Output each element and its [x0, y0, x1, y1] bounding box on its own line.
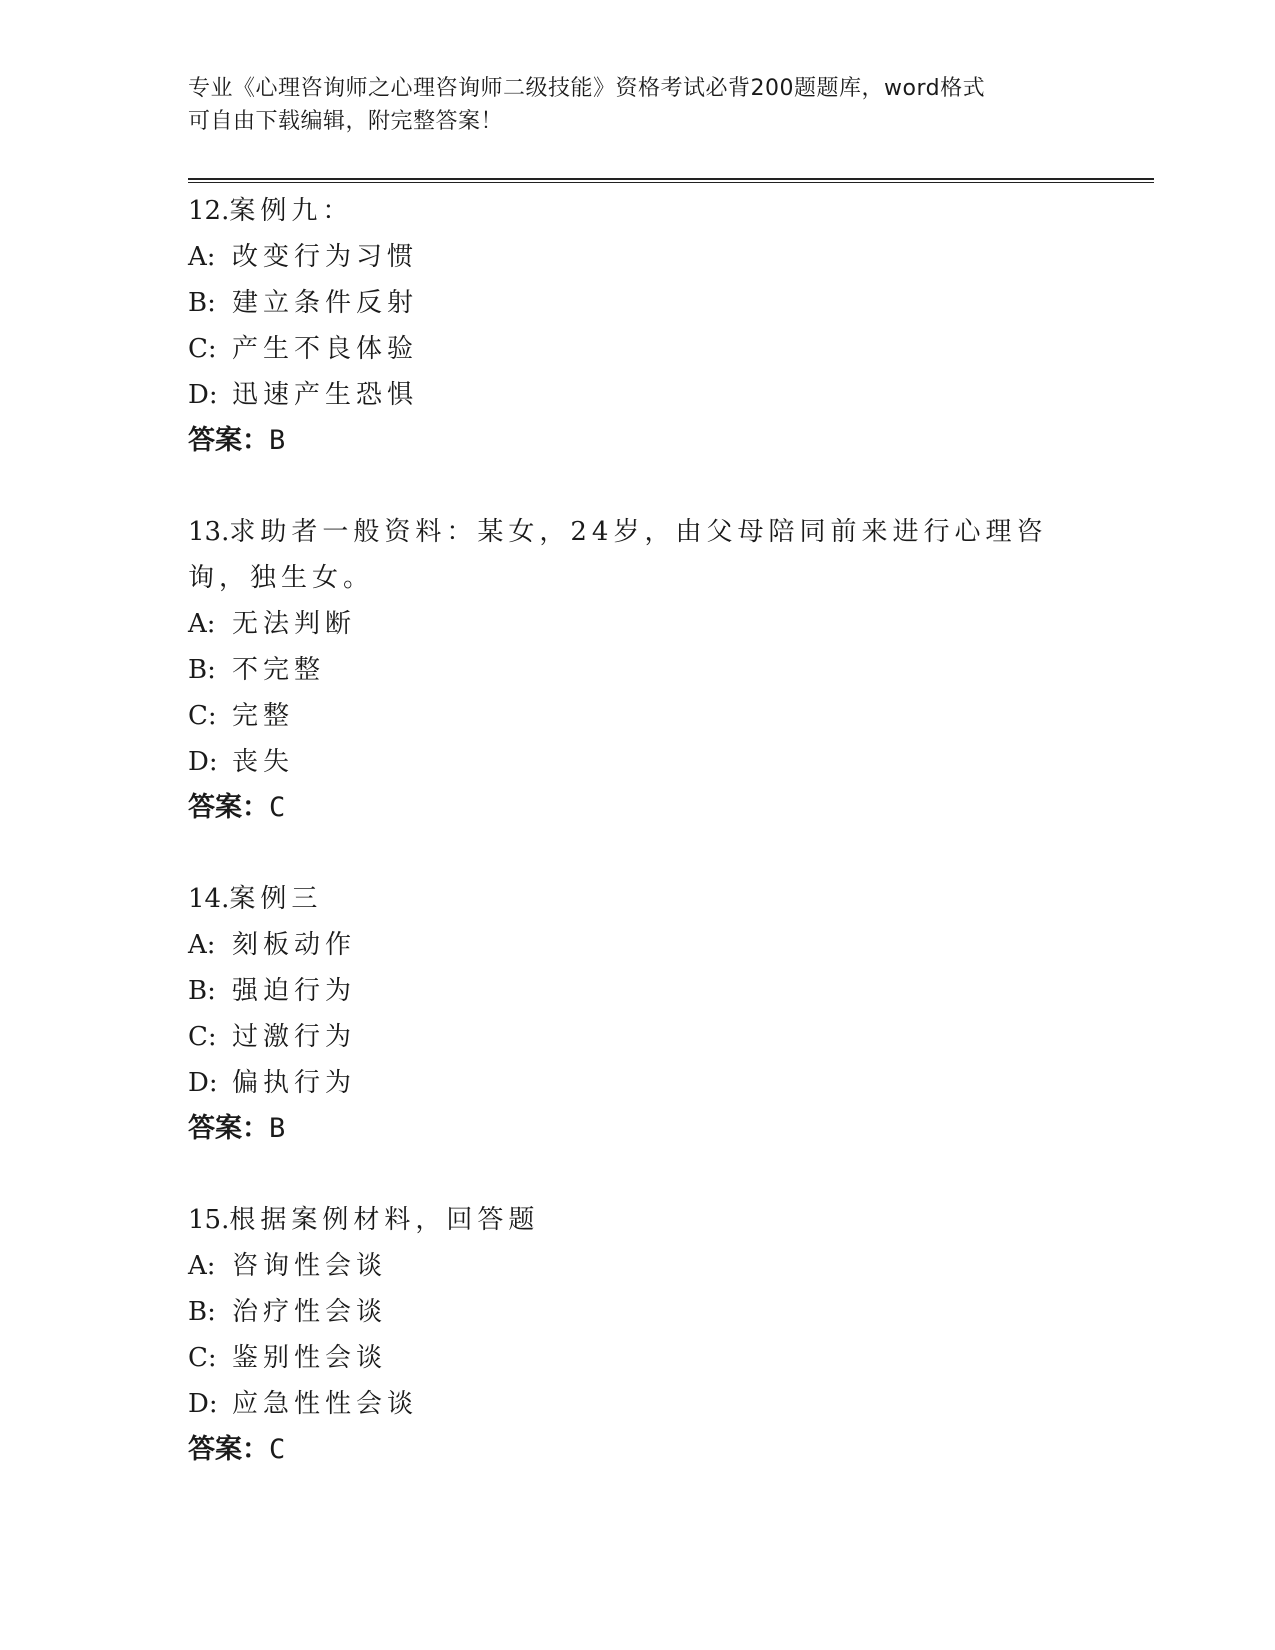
- option-text: 完整: [232, 701, 295, 731]
- option-text: 治疗性会谈: [232, 1297, 388, 1327]
- answer-label: 答案：: [188, 792, 269, 823]
- answer-line: [188, 1106, 1088, 1152]
- option-a: [188, 1243, 1088, 1289]
- option-letter: D:: [188, 1389, 218, 1419]
- option-letter: A:: [188, 930, 216, 960]
- option-text: 产生不良体验: [232, 334, 419, 364]
- question-number: 15.: [188, 1205, 230, 1235]
- option-text: 无法判断: [232, 609, 357, 639]
- question-stem: [188, 876, 1088, 922]
- option-text: 鉴别性会谈: [232, 1343, 388, 1373]
- option-letter: B:: [188, 1297, 216, 1327]
- option-text: 丧失: [232, 747, 295, 777]
- option-b: [188, 1289, 1088, 1335]
- question-text: 案例九：: [229, 196, 354, 226]
- option-d: [188, 372, 1088, 418]
- option-d: [188, 1060, 1088, 1106]
- option-c: [188, 326, 1088, 372]
- question-text: 根据案例材料，回答题: [229, 1205, 540, 1235]
- option-text: 偏执行为: [232, 1068, 357, 1098]
- answer-line: [188, 785, 1088, 831]
- header-subtitle-line: 可自由下载编辑，附完整答案！: [188, 109, 504, 134]
- option-letter: B:: [188, 288, 216, 318]
- header-divider: [188, 178, 1154, 183]
- option-c: [188, 693, 1088, 739]
- document-header: [188, 72, 1088, 138]
- option-text: 应急性性会谈: [232, 1389, 419, 1419]
- option-text: 改变行为习惯: [232, 242, 419, 272]
- option-letter: A:: [188, 1251, 216, 1281]
- option-letter: A:: [188, 242, 216, 272]
- option-c: [188, 1335, 1088, 1381]
- option-letter: B:: [188, 976, 216, 1006]
- answer-value: B: [269, 425, 286, 456]
- option-letter: C:: [188, 334, 217, 364]
- answer-label: 答案：: [188, 1434, 269, 1465]
- question-12: [188, 188, 1088, 464]
- option-letter: C:: [188, 1343, 217, 1373]
- question-13: [188, 509, 1088, 831]
- question-stem: [188, 1197, 1088, 1243]
- option-letter: D:: [188, 380, 218, 410]
- answer-label: 答案：: [188, 1113, 269, 1144]
- option-a: [188, 922, 1088, 968]
- option-a: [188, 601, 1088, 647]
- option-text: 强迫行为: [232, 976, 357, 1006]
- answer-value: C: [269, 792, 286, 823]
- question-15: [188, 1197, 1088, 1473]
- option-text: 不完整: [232, 655, 326, 685]
- answer-label: 答案：: [188, 425, 269, 456]
- header-title-line: 专业《心理咨询师之心理咨询师二级技能》资格考试必背200题题库，word格式: [188, 76, 986, 101]
- question-text: 求助者一般资料：某女，24岁，由父母陪同前来进行心理咨询，独生女。: [188, 517, 1048, 593]
- option-letter: C:: [188, 701, 217, 731]
- question-text: 案例三: [229, 884, 323, 914]
- answer-line: [188, 1427, 1088, 1473]
- option-text: 咨询性会谈: [232, 1251, 388, 1281]
- option-c: [188, 1014, 1088, 1060]
- question-number: 14.: [188, 884, 230, 914]
- option-d: [188, 1381, 1088, 1427]
- answer-value: C: [269, 1434, 286, 1465]
- answer-value: B: [269, 1113, 286, 1144]
- question-number: 13.: [188, 517, 230, 547]
- option-b: [188, 968, 1088, 1014]
- question-number: 12.: [188, 196, 230, 226]
- option-letter: D:: [188, 1068, 218, 1098]
- question-stem: [188, 509, 1088, 601]
- option-d: [188, 739, 1088, 785]
- question-14: [188, 876, 1088, 1152]
- option-letter: A:: [188, 609, 216, 639]
- option-letter: B:: [188, 655, 216, 685]
- option-text: 迅速产生恐惧: [232, 380, 419, 410]
- option-b: [188, 647, 1088, 693]
- option-letter: C:: [188, 1022, 217, 1052]
- answer-line: [188, 418, 1088, 464]
- option-text: 刻板动作: [232, 930, 357, 960]
- option-text: 过激行为: [232, 1022, 357, 1052]
- option-a: [188, 234, 1088, 280]
- option-text: 建立条件反射: [232, 288, 419, 318]
- option-letter: D:: [188, 747, 218, 777]
- question-stem: [188, 188, 1088, 234]
- option-b: [188, 280, 1088, 326]
- question-list: [188, 188, 1088, 1518]
